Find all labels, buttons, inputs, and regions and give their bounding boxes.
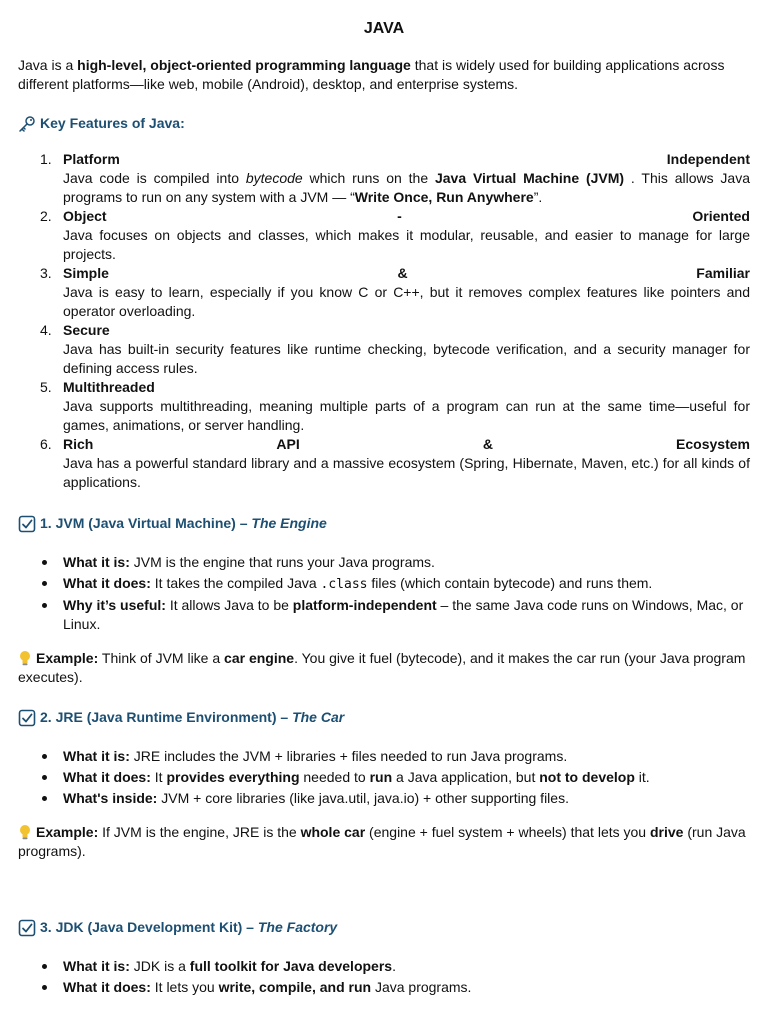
- jvm-bullet-list: [18, 553, 750, 636]
- feature-title-word: Simple: [63, 265, 109, 281]
- feature-title-word: Independent: [666, 151, 750, 167]
- bullet-label: What it is:: [63, 958, 130, 974]
- feature-item: [18, 150, 750, 207]
- example-bold: drive: [649, 824, 684, 840]
- list-item: [18, 789, 750, 808]
- bullet-text: – the same Java code runs on Windows, Mac, or Linux.: [63, 597, 744, 632]
- checkbox-icon: [18, 515, 36, 533]
- feature-title-word: &: [482, 436, 493, 452]
- jvm-heading-text: [40, 514, 327, 533]
- heading-text: 1. JVM (Java Virtual Machine) –: [40, 515, 252, 531]
- bullet-code: .class: [320, 577, 368, 592]
- feature-title-word: Ecosystem: [676, 436, 750, 452]
- bullet-text: it.: [634, 769, 650, 785]
- feature-title: [63, 378, 750, 397]
- example-text: (run Java programs).: [18, 824, 746, 859]
- feature-bold: Write Once, Run Anywhere: [354, 189, 534, 205]
- feature-title-word: Secure: [63, 322, 110, 338]
- bullet-bold: run: [369, 769, 393, 785]
- feature-text: . This allows Java programs to run on any system with a JVM — “: [63, 170, 751, 205]
- bullet-text: a Java application, but: [392, 769, 540, 785]
- list-item: [18, 553, 750, 572]
- example-text: If JVM is the engine, JRE is the: [98, 824, 301, 840]
- feature-item: [18, 207, 750, 264]
- list-item: [18, 574, 750, 594]
- bullet-bold: write, compile, and run: [218, 979, 372, 995]
- feature-italic: bytecode: [245, 170, 303, 186]
- feature-title-word: API: [276, 436, 300, 452]
- feature-item: [18, 378, 750, 435]
- bullet-label: What it is:: [63, 554, 130, 570]
- bullet-bold: platform-independent: [292, 597, 437, 613]
- intro-text: that is widely used for building applications across different platforms—like web, mobile (Android), desktop, and enterprise systems.: [18, 57, 725, 92]
- feature-description: Java has a powerful standard library and a massive ecosystem (Spring, Hibernate, Maven, etc.) for all kinds of applications.: [63, 455, 750, 490]
- feature-title-word: -: [397, 208, 402, 224]
- intro-text: Java is a: [18, 57, 78, 73]
- feature-description: Java focuses on objects and classes, which makes it modular, reusable, and easier to manage for large projects.: [63, 227, 750, 262]
- feature-number: 5.: [40, 379, 52, 395]
- bullet-label: What it is:: [63, 748, 130, 764]
- example-bold: car engine: [224, 650, 295, 666]
- example-text: (engine + fuel system + wheels) that lets you: [365, 824, 650, 840]
- heading-italic: The Engine: [251, 515, 327, 531]
- bullet-text: files (which contain bytecode) and runs them.: [367, 575, 653, 591]
- example-label: Example:: [36, 824, 99, 840]
- example-label: Example:: [36, 650, 99, 666]
- jvm-example: [18, 649, 750, 687]
- feature-title-word: Object: [63, 208, 107, 224]
- feature-title-word: Familiar: [696, 265, 750, 281]
- bullet-label: What it does:: [63, 979, 151, 995]
- page-title: JAVA: [363, 20, 405, 37]
- bullet-text: It allows Java to be: [165, 597, 293, 613]
- heading-italic: The Factory: [257, 919, 338, 935]
- bullet-label: What it does:: [63, 575, 151, 591]
- feature-bold: Java Virtual Machine (JVM): [434, 170, 625, 186]
- bullet-text: It lets you: [150, 979, 219, 995]
- list-item: [18, 596, 750, 634]
- bullet-text: JVM + core libraries (like java.util, java.io) + other supporting files.: [157, 790, 569, 806]
- feature-title: [63, 207, 750, 226]
- jre-heading-text: [40, 708, 344, 727]
- feature-item: [18, 435, 750, 492]
- feature-title-word: Rich: [63, 436, 94, 452]
- feature-number: 4.: [40, 322, 52, 338]
- feature-number: 3.: [40, 265, 52, 281]
- key-features-heading-text: Key Features of Java:: [40, 115, 185, 131]
- intro-bold: high-level, object-oriented programming language: [77, 57, 411, 73]
- lightbulb-icon: [18, 824, 32, 840]
- checkbox-icon: [18, 709, 36, 727]
- feature-number: 6.: [40, 436, 52, 452]
- feature-description: Java supports multithreading, meaning multiple parts of a program can run at the same time—useful for games, animations, or server handling.: [63, 398, 750, 433]
- intro-paragraph: [18, 56, 750, 94]
- jvm-heading: [18, 514, 327, 533]
- bullet-text: needed to: [299, 769, 370, 785]
- key-icon: [18, 115, 36, 133]
- feature-title: [63, 435, 750, 454]
- bullet-text: JRE includes the JVM + libraries + files needed to run Java programs.: [129, 748, 568, 764]
- feature-title-word: Platform: [63, 151, 120, 167]
- heading-text: 2. JRE (Java Runtime Environment) –: [40, 709, 293, 725]
- bullet-text: JVM is the engine that runs your Java programs.: [129, 554, 435, 570]
- feature-title: [63, 321, 750, 340]
- list-item: [18, 957, 750, 976]
- list-item: [18, 978, 750, 997]
- example-text: . You give it fuel (bytecode), and it makes the car run (your Java program executes).: [18, 650, 746, 685]
- feature-item: [18, 321, 750, 378]
- example-text: Think of JVM like a: [98, 650, 225, 666]
- example-bold: whole car: [300, 824, 366, 840]
- heading-text: 3. JDK (Java Development Kit) –: [40, 919, 258, 935]
- feature-title-word: Multithreaded: [63, 379, 155, 395]
- key-features-list: [18, 150, 750, 492]
- jdk-bullet-list: [18, 957, 750, 999]
- feature-title: [63, 150, 750, 169]
- feature-text: ”.: [533, 189, 543, 205]
- feature-number: 2.: [40, 208, 52, 224]
- bullet-text: Java programs.: [371, 979, 472, 995]
- checkbox-icon: [18, 919, 36, 937]
- heading-italic: The Car: [292, 709, 345, 725]
- feature-description: Java is easy to learn, especially if you know C or C++, but it removes complex features like pointers and operator overloading.: [63, 284, 750, 319]
- bullet-text: .: [392, 958, 396, 974]
- list-item: [18, 768, 750, 787]
- bullet-label: What it does:: [63, 769, 151, 785]
- lightbulb-icon: [18, 650, 32, 666]
- list-item: [18, 747, 750, 766]
- feature-title: [63, 264, 750, 283]
- jre-heading: [18, 708, 344, 727]
- feature-title-word: Oriented: [692, 208, 750, 224]
- bullet-label: What's inside:: [63, 790, 158, 806]
- bullet-bold: full toolkit for Java developers: [189, 958, 393, 974]
- bullet-text: JDK is a: [129, 958, 190, 974]
- jdk-heading: [18, 918, 337, 937]
- bullet-bold: not to develop: [539, 769, 635, 785]
- jre-example: [18, 823, 750, 861]
- jdk-heading-text: [40, 918, 337, 937]
- key-features-heading: [18, 114, 185, 133]
- feature-item: [18, 264, 750, 321]
- feature-description: Java has built-in security features like runtime checking, bytecode verification, and a security manager for defining access rules.: [63, 341, 750, 376]
- bullet-label: Why it’s useful:: [63, 597, 166, 613]
- jre-bullet-list: [18, 747, 750, 810]
- feature-description: [63, 169, 750, 207]
- feature-number: 1.: [40, 151, 52, 167]
- bullet-text: It: [150, 769, 167, 785]
- bullet-bold: provides everything: [166, 769, 300, 785]
- feature-text: Java code is compiled into: [63, 170, 246, 186]
- bullet-text: It takes the compiled Java: [150, 575, 321, 591]
- feature-title-word: &: [397, 265, 408, 281]
- feature-text: which runs on the: [302, 170, 435, 186]
